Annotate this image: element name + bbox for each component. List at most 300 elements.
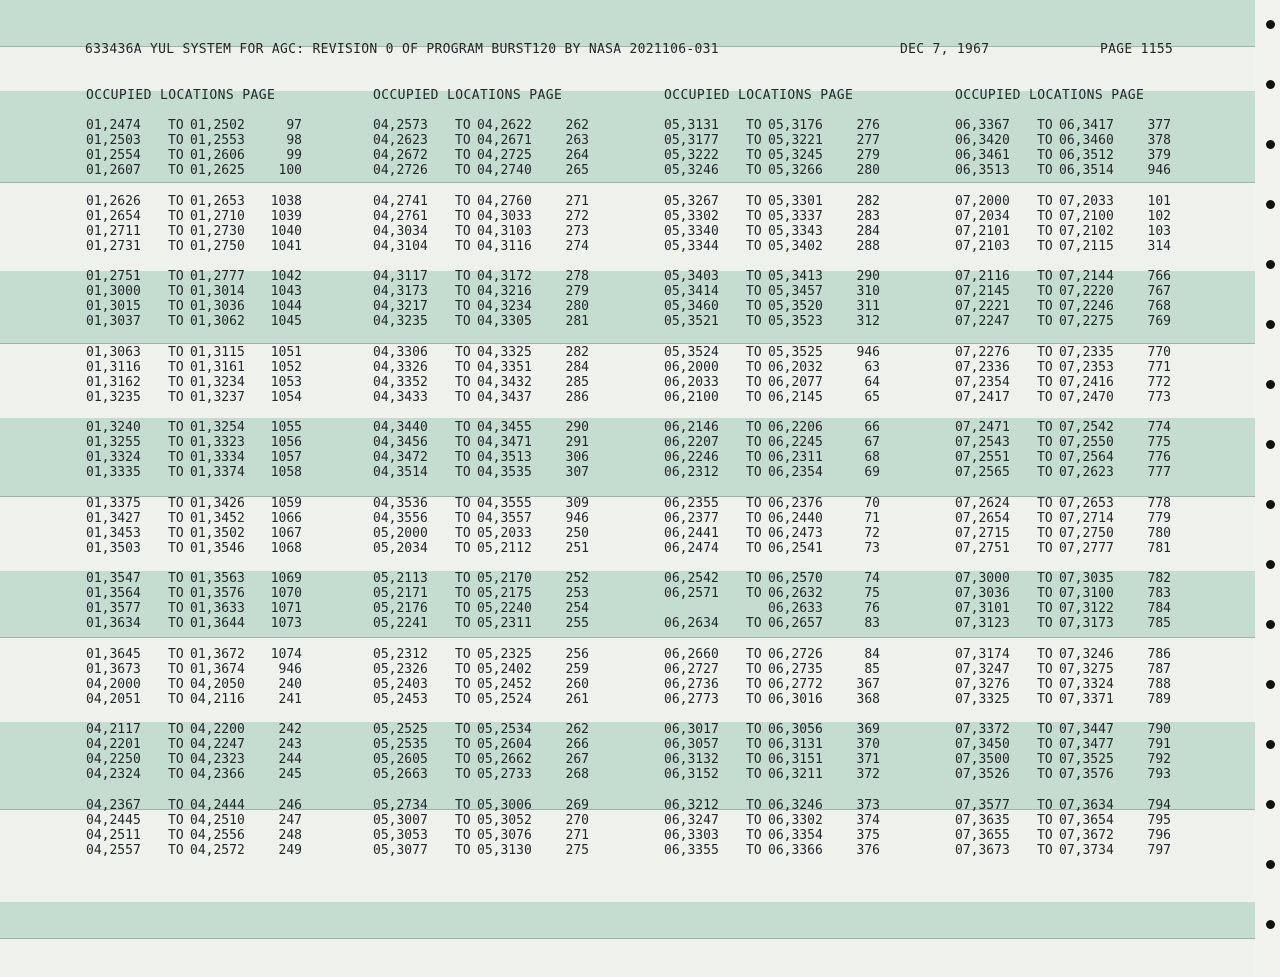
page-ref: 249 — [278, 842, 302, 858]
to-keyword: TO — [455, 193, 471, 209]
location-row — [86, 435, 306, 450]
page-ref: 1052 — [270, 359, 302, 375]
to-address: 06,3131 — [768, 737, 823, 752]
to-address: 06,2633 — [768, 601, 823, 616]
from-address: 01,2474 — [86, 118, 141, 133]
page-ref: 1059 — [270, 495, 302, 511]
to-keyword: TO — [746, 767, 762, 782]
page-ref: 100 — [278, 163, 302, 178]
to-keyword: TO — [168, 510, 184, 526]
to-keyword: TO — [455, 842, 471, 858]
to-keyword: TO — [1037, 208, 1053, 224]
to-keyword: TO — [168, 722, 184, 737]
page-ref: 371 — [856, 752, 880, 767]
to-keyword: TO — [455, 797, 471, 813]
to-address: 04,3455 — [477, 420, 532, 435]
location-row — [86, 465, 306, 480]
page-ref: 270 — [565, 812, 589, 828]
location-row — [373, 148, 593, 163]
location-row — [373, 526, 593, 541]
from-address: 05,2241 — [373, 616, 428, 631]
from-address: 07,3247 — [955, 661, 1010, 677]
to-address: 05,3520 — [768, 299, 823, 314]
to-keyword: TO — [746, 586, 762, 601]
to-keyword: TO — [1037, 525, 1053, 541]
to-keyword: TO — [168, 420, 184, 435]
page-ref: 794 — [1147, 797, 1171, 813]
from-address: 05,2312 — [373, 646, 428, 662]
to-address: 01,3546 — [190, 540, 245, 556]
page-ref: 250 — [565, 525, 589, 541]
page-ref: 769 — [1147, 314, 1171, 329]
column-heading: OCCUPIED LOCATIONS PAGE — [955, 88, 1145, 103]
page-ref: 1055 — [270, 420, 302, 435]
page-ref: 84 — [864, 646, 880, 662]
to-address: 06,2206 — [768, 420, 823, 435]
column-heading: OCCUPIED LOCATIONS PAGE — [664, 88, 854, 103]
from-address: 04,2250 — [86, 752, 141, 767]
from-address: 04,3117 — [373, 269, 428, 284]
to-keyword: TO — [746, 525, 762, 541]
page-ref: 782 — [1147, 571, 1171, 586]
to-keyword: TO — [1037, 586, 1053, 601]
to-address: 04,3172 — [477, 269, 532, 284]
to-address: 01,3334 — [190, 450, 245, 465]
from-address: 07,3325 — [955, 691, 1010, 707]
page-ref: 1069 — [270, 571, 302, 586]
page-ref: 777 — [1147, 465, 1171, 480]
from-address: 01,2731 — [86, 238, 141, 254]
page-ref: 774 — [1147, 420, 1171, 435]
to-keyword: TO — [455, 495, 471, 511]
to-keyword: TO — [746, 737, 762, 752]
from-address: 07,2336 — [955, 359, 1010, 375]
from-address: 01,3645 — [86, 646, 141, 662]
to-address: 04,3437 — [477, 389, 532, 405]
to-keyword: TO — [168, 525, 184, 541]
page-ref: 784 — [1147, 601, 1171, 616]
page-ref: 785 — [1147, 616, 1171, 631]
page-ref: 1051 — [270, 344, 302, 360]
location-row — [86, 118, 306, 133]
location-row — [373, 465, 593, 480]
to-address: 06,2077 — [768, 374, 823, 390]
page-ref: 946 — [565, 510, 589, 526]
to-keyword: TO — [746, 374, 762, 390]
page-ref: 280 — [565, 299, 589, 314]
page-ref: 783 — [1147, 586, 1171, 601]
location-row — [664, 360, 884, 375]
page-ref: 264 — [565, 148, 589, 163]
location-row — [664, 133, 884, 148]
to-address: 05,3221 — [768, 133, 823, 148]
page-ref: 271 — [565, 193, 589, 209]
to-address: 06,3512 — [1059, 148, 1114, 163]
from-address: 07,2221 — [955, 299, 1010, 314]
to-keyword: TO — [168, 752, 184, 767]
page-ref: 369 — [856, 722, 880, 737]
from-address: 01,3324 — [86, 450, 141, 465]
to-address: 05,2452 — [477, 676, 532, 692]
page-ref: 251 — [565, 540, 589, 556]
from-address: 05,3521 — [664, 314, 719, 329]
from-address: 06,2100 — [664, 389, 719, 405]
to-address: 06,2032 — [768, 359, 823, 375]
location-row — [373, 209, 593, 224]
from-address: 06,3461 — [955, 148, 1010, 163]
greenbar-rule — [0, 938, 1255, 939]
to-address: 01,2502 — [190, 118, 245, 133]
to-address: 06,2311 — [768, 450, 823, 465]
page-ref: 1054 — [270, 389, 302, 405]
from-address: 06,2736 — [664, 676, 719, 692]
location-row — [664, 284, 884, 299]
page-ref: 376 — [856, 842, 880, 858]
from-address: 05,2171 — [373, 586, 428, 601]
from-address: 07,3174 — [955, 646, 1010, 662]
from-address: 04,3104 — [373, 238, 428, 254]
to-address: 07,3734 — [1059, 842, 1114, 858]
to-address: 04,2050 — [190, 676, 245, 692]
from-address: 07,2471 — [955, 420, 1010, 435]
to-address: 01,3254 — [190, 420, 245, 435]
location-row — [86, 239, 306, 254]
from-address: 04,2051 — [86, 691, 141, 707]
from-address: 07,3276 — [955, 676, 1010, 692]
from-address: 07,2145 — [955, 284, 1010, 299]
to-address: 05,2604 — [477, 737, 532, 752]
from-address: 01,2607 — [86, 163, 141, 178]
location-row — [373, 677, 593, 692]
location-row — [86, 647, 306, 662]
to-address: 07,3371 — [1059, 691, 1114, 707]
to-keyword: TO — [746, 827, 762, 843]
location-row — [86, 390, 306, 405]
to-keyword: TO — [455, 676, 471, 692]
to-keyword: TO — [1037, 540, 1053, 556]
location-row — [373, 752, 593, 767]
page-ref: 72 — [864, 525, 880, 541]
from-address: 06,3367 — [955, 118, 1010, 133]
location-row — [86, 194, 306, 209]
location-row — [373, 601, 593, 616]
from-address: 01,3015 — [86, 299, 141, 314]
from-address: 05,3302 — [664, 208, 719, 224]
location-row — [86, 843, 306, 858]
listing-page-number: PAGE 1155 — [1100, 42, 1174, 57]
to-address: 05,3337 — [768, 208, 823, 224]
page-ref: 241 — [278, 691, 302, 707]
location-row — [373, 345, 593, 360]
page-ref: 244 — [278, 752, 302, 767]
from-address: 04,3352 — [373, 374, 428, 390]
to-keyword: TO — [1037, 495, 1053, 511]
to-keyword: TO — [455, 616, 471, 631]
location-row — [955, 420, 1175, 435]
page-ref: 262 — [565, 118, 589, 133]
page-ref: 309 — [565, 495, 589, 511]
to-address: 01,2625 — [190, 163, 245, 178]
to-address: 01,2606 — [190, 148, 245, 163]
page-ref: 271 — [565, 827, 589, 843]
to-keyword: TO — [746, 163, 762, 178]
page-ref: 1074 — [270, 646, 302, 662]
to-keyword: TO — [455, 118, 471, 133]
from-address: 06,2000 — [664, 359, 719, 375]
location-row — [955, 737, 1175, 752]
from-address: 01,2554 — [86, 148, 141, 163]
to-keyword: TO — [455, 737, 471, 752]
location-row — [86, 163, 306, 178]
location-row — [373, 511, 593, 526]
from-address: 05,3524 — [664, 344, 719, 360]
page-ref: 265 — [565, 163, 589, 178]
from-address: 05,2734 — [373, 797, 428, 813]
page-ref: 775 — [1147, 435, 1171, 450]
location-row — [955, 601, 1175, 616]
from-address: 05,2176 — [373, 601, 428, 616]
page-ref: 1053 — [270, 374, 302, 390]
page-ref: 1068 — [270, 540, 302, 556]
location-row — [664, 571, 884, 586]
location-row — [664, 692, 884, 707]
location-row — [955, 163, 1175, 178]
to-address: 05,3523 — [768, 314, 823, 329]
from-address: 01,3235 — [86, 389, 141, 405]
location-row — [373, 239, 593, 254]
to-address: 06,2440 — [768, 510, 823, 526]
page-ref: 312 — [856, 314, 880, 329]
to-keyword: TO — [746, 193, 762, 209]
greenbar-band — [0, 902, 1255, 938]
location-row — [955, 194, 1175, 209]
to-keyword: TO — [1037, 223, 1053, 239]
from-address: 04,3456 — [373, 435, 428, 450]
from-address: 05,3340 — [664, 223, 719, 239]
to-keyword: TO — [1037, 163, 1053, 178]
page-ref: 1057 — [270, 450, 302, 465]
from-address: 01,3564 — [86, 586, 141, 601]
page-ref: 284 — [565, 359, 589, 375]
page-ref: 793 — [1147, 767, 1171, 782]
location-row — [373, 843, 593, 858]
to-keyword: TO — [1037, 420, 1053, 435]
from-address: 04,2761 — [373, 208, 428, 224]
from-address: 05,3053 — [373, 827, 428, 843]
location-row — [373, 360, 593, 375]
from-address: 06,2355 — [664, 495, 719, 511]
feed-hole — [1266, 860, 1275, 869]
page-ref: 1042 — [270, 269, 302, 284]
from-address: 06,2146 — [664, 420, 719, 435]
page-ref: 1058 — [270, 465, 302, 480]
to-keyword: TO — [168, 374, 184, 390]
to-keyword: TO — [455, 269, 471, 284]
to-keyword: TO — [455, 359, 471, 375]
from-address: 05,2535 — [373, 737, 428, 752]
to-keyword: TO — [746, 344, 762, 360]
to-address: 07,2623 — [1059, 465, 1114, 480]
page-ref: 796 — [1147, 827, 1171, 843]
to-keyword: TO — [1037, 435, 1053, 450]
page-ref: 71 — [864, 510, 880, 526]
location-row — [664, 148, 884, 163]
location-row — [373, 571, 593, 586]
to-address: 04,2725 — [477, 148, 532, 163]
from-address: 01,3240 — [86, 420, 141, 435]
from-address: 06,2727 — [664, 661, 719, 677]
location-row — [955, 511, 1175, 526]
location-row — [373, 798, 593, 813]
to-keyword: TO — [168, 223, 184, 239]
to-address: 06,2376 — [768, 495, 823, 511]
location-row — [664, 390, 884, 405]
to-address: 04,3033 — [477, 208, 532, 224]
from-address: 07,2543 — [955, 435, 1010, 450]
to-address: 04,2510 — [190, 812, 245, 828]
to-address: 06,3151 — [768, 752, 823, 767]
to-address: 05,2112 — [477, 540, 532, 556]
from-address: 06,3212 — [664, 797, 719, 813]
to-keyword: TO — [455, 133, 471, 148]
from-address: 07,2551 — [955, 450, 1010, 465]
to-address: 07,3035 — [1059, 571, 1114, 586]
from-address: 06,3017 — [664, 722, 719, 737]
to-keyword: TO — [455, 691, 471, 707]
to-address: 04,3305 — [477, 314, 532, 329]
location-row — [86, 798, 306, 813]
page-ref: 792 — [1147, 752, 1171, 767]
to-address: 04,2572 — [190, 842, 245, 858]
from-address: 04,2726 — [373, 163, 428, 178]
location-row — [955, 435, 1175, 450]
page-ref: 1040 — [270, 223, 302, 239]
to-address: 07,2144 — [1059, 269, 1114, 284]
location-row — [373, 586, 593, 601]
to-keyword: TO — [168, 661, 184, 677]
to-keyword: TO — [1037, 465, 1053, 480]
location-row — [86, 511, 306, 526]
page-ref: 779 — [1147, 510, 1171, 526]
page-ref: 266 — [565, 737, 589, 752]
to-keyword: TO — [746, 661, 762, 677]
page-ref: 102 — [1147, 208, 1171, 224]
to-address: 06,2145 — [768, 389, 823, 405]
to-keyword: TO — [746, 676, 762, 692]
location-row — [955, 752, 1175, 767]
to-keyword: TO — [168, 767, 184, 782]
feed-hole — [1266, 500, 1275, 509]
from-address: 04,3326 — [373, 359, 428, 375]
from-address: 07,2354 — [955, 374, 1010, 390]
to-address: 04,3351 — [477, 359, 532, 375]
location-row — [86, 299, 306, 314]
page-ref: 788 — [1147, 676, 1171, 692]
from-address: 06,2033 — [664, 374, 719, 390]
from-address: 04,3433 — [373, 389, 428, 405]
feed-hole — [1266, 140, 1275, 149]
to-address: 01,2730 — [190, 223, 245, 239]
location-row — [955, 133, 1175, 148]
page-ref: 247 — [278, 812, 302, 828]
to-keyword: TO — [1037, 284, 1053, 299]
to-keyword: TO — [168, 435, 184, 450]
location-row — [86, 420, 306, 435]
to-keyword: TO — [746, 646, 762, 662]
to-keyword: TO — [746, 314, 762, 329]
to-address: 05,3266 — [768, 163, 823, 178]
to-keyword: TO — [455, 767, 471, 782]
to-keyword: TO — [168, 827, 184, 843]
to-keyword: TO — [168, 284, 184, 299]
feed-hole — [1266, 80, 1275, 89]
page-ref: 97 — [286, 118, 302, 133]
to-keyword: TO — [1037, 722, 1053, 737]
to-keyword: TO — [1037, 148, 1053, 163]
location-row — [86, 662, 306, 677]
to-keyword: TO — [455, 571, 471, 586]
from-address: 04,3306 — [373, 344, 428, 360]
to-address: 07,2275 — [1059, 314, 1114, 329]
page-ref: 98 — [286, 133, 302, 148]
to-keyword: TO — [168, 540, 184, 556]
location-row — [373, 647, 593, 662]
from-address: 06,3152 — [664, 767, 719, 782]
location-row — [373, 541, 593, 556]
to-address: 07,2653 — [1059, 495, 1114, 511]
to-address: 05,2033 — [477, 525, 532, 541]
column-heading: OCCUPIED LOCATIONS PAGE — [373, 88, 563, 103]
to-address: 01,2553 — [190, 133, 245, 148]
to-address: 06,3366 — [768, 842, 823, 858]
from-address: 05,2113 — [373, 571, 428, 586]
location-row — [955, 586, 1175, 601]
to-address: 01,3115 — [190, 344, 245, 360]
location-row — [373, 420, 593, 435]
from-address: 04,2117 — [86, 722, 141, 737]
location-row — [86, 601, 306, 616]
to-address: 07,3246 — [1059, 646, 1114, 662]
to-keyword: TO — [168, 314, 184, 329]
to-address: 07,2542 — [1059, 420, 1114, 435]
page-ref: 772 — [1147, 374, 1171, 390]
to-keyword: TO — [1037, 314, 1053, 329]
page-ref: 252 — [565, 571, 589, 586]
from-address: 07,3123 — [955, 616, 1010, 631]
from-address: 05,2605 — [373, 752, 428, 767]
from-address: 07,3372 — [955, 722, 1010, 737]
from-address: 06,2246 — [664, 450, 719, 465]
to-keyword: TO — [1037, 737, 1053, 752]
to-address: 07,2102 — [1059, 223, 1114, 239]
from-address: 06,2773 — [664, 691, 719, 707]
listing-title: 633436A YUL SYSTEM FOR AGC: REVISION 0 OF PROGRAM BURST120 BY NASA 2021106-031 — [85, 42, 719, 57]
to-address: 04,2556 — [190, 827, 245, 843]
to-address: 06,3056 — [768, 722, 823, 737]
to-keyword: TO — [746, 691, 762, 707]
page-ref: 789 — [1147, 691, 1171, 707]
to-keyword: TO — [746, 299, 762, 314]
location-row — [955, 239, 1175, 254]
from-address: 07,2000 — [955, 193, 1010, 209]
to-address: 07,3525 — [1059, 752, 1114, 767]
to-address: 01,2777 — [190, 269, 245, 284]
location-row — [664, 541, 884, 556]
location-row — [955, 692, 1175, 707]
from-address: 04,3472 — [373, 450, 428, 465]
to-address: 01,3161 — [190, 359, 245, 375]
from-address: 07,3526 — [955, 767, 1010, 782]
